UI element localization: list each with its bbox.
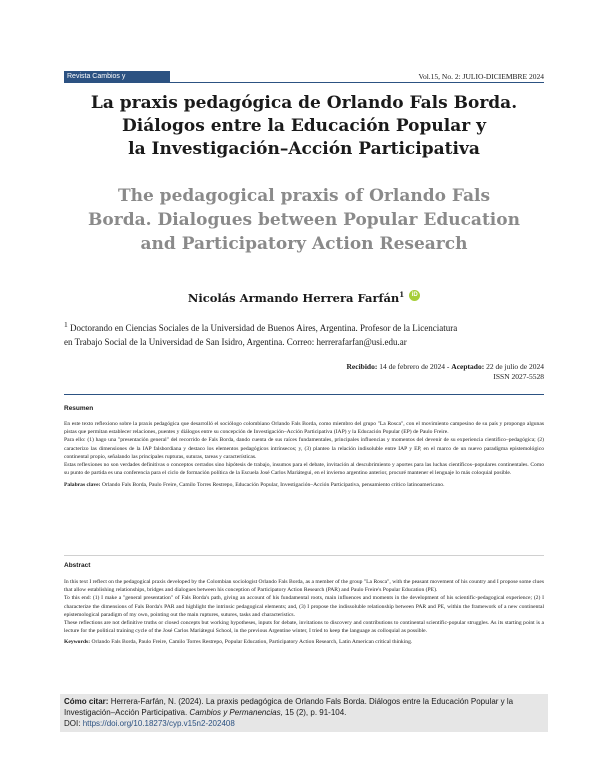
resumen-paragraph: Para ello: (1) hago una "presentación general" del recorrido de Fals Borda, dando cuenta de sus raíces fundamentales, principales influencias y momentos del devenir de su experiencia científico–pedagógica; (2) caracterizo las dimensiones de la IAP falsbordiana y destaco los elementos pedagógicos intrínsecos; y, (3) planteo la relación indisoluble entre IAP y EP, en el marco de un nuevo paradigma epistemológico continental propio, señalando las principales rupturas, suturas, tareas y características. xyxy=(64,437,544,460)
doi-label: DOI: xyxy=(64,719,81,728)
title-spanish xyxy=(64,92,544,161)
abstract-keywords xyxy=(64,638,544,646)
title-es-line: la Investigación–Acción Participativa xyxy=(128,139,480,159)
affiliation xyxy=(64,318,544,349)
title-en-line: The pedagogical praxis of Orlando Fals xyxy=(117,186,491,206)
issn: ISSN 2027-5528 xyxy=(493,372,544,381)
affiliation-line: en Trabajo Social de la Universidad de San Isidro, Argentina. Correo: herrerafarfan@usi.edu.ar xyxy=(64,337,407,347)
accepted-label: Aceptado: xyxy=(451,362,485,371)
title-en-line: and Participatory Action Research xyxy=(140,234,468,254)
citation-label: Cómo citar: xyxy=(64,697,109,706)
kw-label: Palabras clave: xyxy=(64,482,101,489)
citation-pages: 15 (2), p. 91-104. xyxy=(285,708,347,717)
journal-name: Revista Cambios y Permanencias xyxy=(67,73,126,92)
citation-text: Herrera-Farfán, N. (2024). La praxis pedagógica de Orlando Fals Borda. Diálogos entre la Educación Popular y la Investigación–Acción Participativa. xyxy=(64,697,514,717)
title-english xyxy=(64,184,544,256)
abstract-paragraph: To this end: (1) I make a "general presentation" of Fals Borda's path, giving an account of his fundamental roots, main influences and moments in the development of his scientific-pedagogical experience; (2) I characterize the dimensions of Fals Borda's PAR and highlight the intrinsic pedagogical elements; and, (3) I propose the indissoluble relationship between PAR and PE, within the framework of a new continental epistemological paradigm of my own, pointing out the main ruptures, sutures, tasks and characteristics. xyxy=(64,595,544,618)
received-date: 14 de febrero de 2024 xyxy=(379,362,446,371)
affiliation-line: Doctorando en Ciencias Sociales de la Universidad de Buenos Aires, Argentina. Profesor de la Licenciatura xyxy=(70,323,458,333)
citation-journal: Cambios y Permanencias, xyxy=(189,708,283,717)
abstract-paragraph: These reflections are not definitive truths or closed concepts but working hypotheses, inputs for debate, invitations to discovery and contributions to continental scientific-popular struggles. As its starting point is a lecture for the political training cycle of the José Carlos Mariátegui School, in the previous Argentine winter, I tried to keep the language as colloquial as possible. xyxy=(64,620,544,635)
accepted-date: 22 de julio de 2024 xyxy=(486,362,544,371)
doi-link[interactable]: https://doi.org/10.18273/cyp.v15n2-202408 xyxy=(82,719,235,728)
author-line xyxy=(64,290,544,305)
orcid-icon[interactable]: iD xyxy=(409,290,420,301)
kw-list: Orlando Fals Borda, Paulo Freire, Camilo Torres Restrepo, Educación Popular, Investigación–Acción Participativa, pensamiento crítico latinoamericano. xyxy=(101,482,445,489)
kw-label: Keywords: xyxy=(64,639,91,646)
affiliation-sup: 1 xyxy=(64,320,68,329)
divider-top xyxy=(64,394,544,395)
citation-box xyxy=(60,694,548,732)
kw-list: Orlando Fals Borda, Paulo Freire, Camilo Torres Restrepo, Popular Education, Participatory Action Research, Latin American critical thinking. xyxy=(91,639,413,646)
resumen-heading: Resumen xyxy=(64,405,94,412)
resumen-paragraph: Estas reflexiones no son verdades definitivas o conceptos cerrados sino hipótesis de trabajo, insumos para el debate, invitación al descubrimiento y aportes para las luchas científicos–populares continentales. Como su punto de partida es una conferencia para el ciclo de formación política de la Escuela José Carlos Mariátegui, en el invierno argentino anterior, procuré mantener el lenguaje lo más coloquial posible. xyxy=(64,462,544,477)
title-es-line: Diálogos entre la Educación Popular y xyxy=(122,116,486,136)
abstract-heading: Abstract xyxy=(64,562,91,569)
abstract-paragraph: In this text I reflect on the pedagogical praxis developed by the Colombian sociologist Orlando Fals Borda, as a member of the group "La Rosca", with the peasant movement of his country and I propose some clues that allow establishing relationships, bridges and dialogues between his conception of Participatory Action Research (PAR) and Paulo Freire's Popular Education (PE). xyxy=(64,579,544,594)
received-accepted xyxy=(347,362,545,372)
volume-info: Vol.15, No. 2: JULIO-DICIEMBRE 2024 xyxy=(418,72,544,81)
dates-block xyxy=(347,362,545,382)
author-name: Nicolás Armando Herrera Farfán xyxy=(187,290,400,305)
resumen-paragraph: En este texto reflexiono sobre la praxis pedagógica que desarrolló el sociólogo colombiano Orlando Fals Borda, como miembro del grupo "La Rosca", con el movimiento campesino de su país y propongo algunas pistas que permitan establecer relaciones, puentes y diálogos entre su concepción de Investigación–Acción Participativa (IAP) y la Educación Popular (EP) de Paulo Freire. xyxy=(64,421,544,436)
received-label: Recibido: xyxy=(346,362,378,371)
author-sup: 1 xyxy=(399,290,405,299)
divider-mid xyxy=(64,555,544,556)
resumen-body xyxy=(64,420,544,490)
abstract-body xyxy=(64,578,544,647)
resumen-keywords xyxy=(64,481,544,489)
title-es-line: La praxis pedagógica de Orlando Fals Borda. xyxy=(90,93,518,113)
title-en-line: Borda. Dialogues between Popular Education xyxy=(88,210,520,230)
date-separator: - xyxy=(445,362,452,371)
